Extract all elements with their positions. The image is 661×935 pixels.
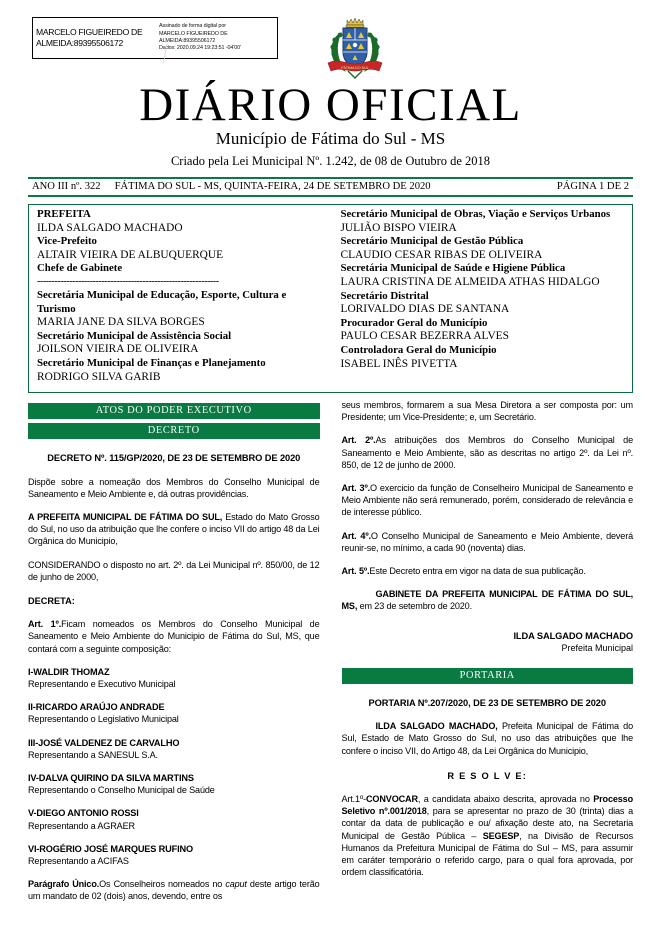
- content-column-left: [28, 399, 331, 903]
- portaria-art1-end: , na Divisão de Recursos Humanos da Prefeitura Municipal de Fátima do Sul – MS, para assumir em caráter temporário o referido cargo, para o qual fora aprovada, por ordem classificatória.: [341, 830, 633, 878]
- decreto-art3-text: O exercicio da função de Conselheiro Municipal de Saneamento e Meio Ambiente não será remunerado, porém, considerado de relevância e de interesse público.: [341, 483, 633, 518]
- portaria-preamble-bold: ILDA SALGADO MACHADO,: [375, 721, 498, 732]
- decreto-preamble-bold: A PREFEITA MUNICIPAL DE FÁTIMA DO SUL,: [28, 511, 223, 522]
- gabinete-bold: GABINETE DA PREFEITA MUNICIPAL DE FÁTIMA DO SUL, MS,: [341, 589, 633, 612]
- masthead-subtitle: Município de Fátima do Sul - MS: [215, 129, 446, 148]
- official-role: Secretária Municipal de Educação, Esporte, Cultura e Turismo: [37, 288, 287, 315]
- official-name: ISABEL INÊS PIVETTA: [340, 357, 458, 370]
- member-name: II-RICARDO ARAÚJO ANDRADE: [28, 702, 165, 713]
- member-name: I-WALDIR THOMAZ: [28, 666, 110, 677]
- decreto-preamble: [28, 511, 320, 548]
- signature-detail-line3: ALMEIDA:89395506172: [159, 38, 216, 44]
- official-name: LORIVALDO DIAS DE SANTANA: [340, 303, 510, 316]
- signature-name-line1: MARCELO FIGUEIREDO DE: [36, 26, 143, 37]
- masthead-law-reference: Criado pela Lei Municipal Nº. 1.242, de 08 de Outubro de 2018: [170, 154, 491, 168]
- section-header-portaria: PORTARIA: [342, 668, 634, 684]
- paragrafo-label: Parágrafo Único.: [28, 879, 100, 890]
- portaria-preamble: [342, 720, 634, 757]
- officials-column-right: [331, 208, 633, 389]
- decreto-paragrafo-continuation: seus membros, formarem a sua Mesa Diretora a ser composta por: um Presidente; um Vice-Presidente; e, um Secretário.: [341, 400, 633, 423]
- coat-of-arms-icon: [324, 14, 386, 82]
- official-role: Vice-Prefeito: [37, 235, 97, 248]
- section-header-decreto: DECRETO: [28, 423, 320, 439]
- official-name: ILDA SALGADO MACHADO: [37, 221, 183, 234]
- portaria-resolve-label: R E S O L V E:: [447, 770, 528, 781]
- official-name: JULIÃO BISPO VIEIRA: [340, 221, 457, 234]
- official-role: Secretário Municipal de Gestão Pública: [340, 235, 524, 248]
- official-name: CLAUDIO CESAR RIBAS DE OLIVEIRA: [340, 248, 543, 261]
- portaria-art1-mid1: , a candidata abaixo descrita, aprovada no: [417, 793, 594, 804]
- masthead: [28, 80, 633, 170]
- official-name: MARIA JANE DA SILVA BORGES: [37, 316, 205, 329]
- member-representation: Representando a AGRAER: [28, 820, 135, 831]
- section-header-atos: ATOS DO PODER EXECUTIVO: [28, 403, 320, 419]
- official-role: Controladora Geral do Município: [340, 343, 497, 356]
- paragrafo-text-2: deste artigo terão um mandato de 02 (dois) anos, devendo, entre os: [28, 879, 320, 902]
- signatory-role: Prefeita Municipal: [561, 642, 633, 653]
- paragrafo-text-1: Os Conselheiros nomeados no: [99, 879, 226, 890]
- official-role: Secretário Distrital: [340, 289, 429, 302]
- portaria-art1-lead: Art.1º-: [341, 793, 367, 804]
- decreto-signature-block: [342, 630, 634, 654]
- member-name: V-DIEGO ANTONIO ROSSI: [28, 808, 139, 819]
- decreto-art5-text: Este Decreto entra em vigor na data de sua publicação.: [369, 566, 586, 577]
- decreto-art1-label: Art. 1º.: [28, 619, 62, 630]
- official-name: LAURA CRISTINA DE ALMEIDA ATHAS HIDALGO: [340, 275, 600, 288]
- portaria-art1: [342, 793, 634, 878]
- decreto-title: DECRETO Nº. 115/GP/2020, DE 23 DE SETEMBRO DE 2020: [47, 453, 301, 463]
- official-name: RODRIGO SILVA GARIB: [37, 370, 161, 383]
- page-number: PÁGINA 1 DE 2: [556, 181, 629, 192]
- portaria-convocar-bold: CONVOCAR: [366, 793, 418, 804]
- signature-detail-line4: Dados: 2020.09.24 19:23:51 -04'00': [159, 45, 241, 52]
- signature-subject-name: [36, 27, 156, 50]
- member-name: IV-DALVA QUIRINO DA SILVA MARTINS: [28, 772, 194, 783]
- member-representation: Representando a ACIFAS: [28, 855, 129, 866]
- decreto-art1-text: Ficam nomeados os Membros do Conselho Municipal de Saneamento e Meio Ambiente do Municipio de Fátima do Sul, MS, que contará com a seguinte composição:: [28, 619, 320, 654]
- decreto-ementa: Dispõe sobre a nomeação dos Membros do Conselho Municipal de Saneamento e Meio Ambiente e, dá outras providências.: [28, 476, 320, 499]
- officials-column-left: [29, 208, 331, 389]
- decreto-paragrafo-unico: [28, 878, 320, 902]
- member-representation: Representando a SANESUL S.A.: [28, 749, 158, 760]
- page-title: DIÁRIO OFICIAL: [139, 79, 522, 131]
- official-role: Secretária Municipal de Saúde e Higiene Pública: [340, 262, 566, 275]
- decreto-art3: [342, 482, 634, 519]
- member-name: III-JOSÉ VALDENEZ DE CARVALHO: [28, 737, 180, 748]
- official-name: JOILSON VIEIRA DE OLIVEIRA: [37, 343, 199, 356]
- decreto-gabinete: [342, 588, 634, 612]
- portaria-art1-mid2: , para se apresentar no prazo de 30 (trinta) dias a contar da data de publicação e ou/ afixação deste ato, na Secretaria Municipal de Gestão Pública –: [341, 806, 634, 841]
- official-role: PREFEITA: [37, 208, 91, 220]
- digital-signature-box: [32, 17, 278, 70]
- issue-info-bar: [28, 177, 633, 197]
- officials-divider: --------------------------------------------------------------: [37, 275, 219, 287]
- official-role: Secretário Municipal de Assistência Social: [37, 329, 232, 342]
- official-role: Secretário Municipal de Obras, Viação e Serviços Urbanos: [340, 208, 611, 220]
- decreto-art4: [342, 530, 634, 554]
- decreto-art1: [28, 618, 320, 655]
- official-role: Procurador Geral do Município: [340, 316, 488, 329]
- portaria-title: PORTARIA Nº.207/2020, DE 23 DE SETEMBRO DE 2020: [368, 697, 606, 708]
- paragrafo-caput-italic: caput: [225, 879, 247, 890]
- header-strip: [28, 0, 633, 78]
- decreto-art3-label: Art. 3º.: [341, 483, 370, 494]
- official-role: Chefe de Gabinete: [37, 262, 123, 275]
- signature-detail-line1: Assinado de forma digital por: [159, 23, 226, 30]
- content-column-right: [331, 399, 634, 903]
- decreto-considerando: CONSIDERANDO o disposto no art. 2º. da Lei Municipal nº. 850/00, de 12 de junho de 2000,: [28, 559, 320, 582]
- official-name: PAULO CESAR BEZERRA ALVES: [340, 330, 509, 343]
- member-representation: Representando o Conselho Municipal de Saúde: [28, 785, 215, 796]
- decreto-art2: [342, 434, 634, 471]
- portaria-segesp-bold: SEGESP: [482, 830, 520, 841]
- decreto-preamble-rest: Estado do Mato Grosso do Sul, no uso da atribuição que lhe confere o inciso VII do artigo 48 da Lei Orgânica do Municipio,: [28, 511, 320, 547]
- member-representation: Representando o Legislativo Municipal: [28, 714, 179, 725]
- decreto-art4-text: O Conselho Municipal de Saneamento e Meio Ambiente, deverá reunir-se, no mínimo, a cada 90 (noventa) dias.: [341, 530, 633, 553]
- official-role: Secretário Municipal de Finanças e Planejamento: [37, 356, 266, 369]
- member-representation: Representando e Executivo Municipal: [28, 678, 176, 689]
- official-name: ALTAIR VIEIRA DE ALBUQUERQUE: [37, 248, 224, 261]
- svg-text:FÁTIMA DO SUL: FÁTIMA DO SUL: [341, 66, 369, 70]
- signature-slash-mark: /: [163, 37, 168, 70]
- decreto-art4-label: Art. 4º.: [341, 530, 371, 541]
- officials-directory: [28, 204, 633, 393]
- decreto-art5-label: Art. 5º.: [341, 566, 370, 577]
- issue-number: ANO III nº. 322: [32, 181, 101, 192]
- signature-details: [156, 23, 241, 53]
- content-columns: [28, 399, 633, 903]
- gabinete-rest: em 23 de setembro de 2020.: [357, 601, 472, 612]
- signature-name-line2: ALMEIDA:89395506172: [36, 38, 123, 48]
- decreto-decreta-label: DECRETA:: [28, 595, 75, 606]
- portaria-preamble-rest: Prefeita Municipal de Fátima do Sul, Estado de Mato Grosso do Sul, no uso das atribuições que lhe confere o inciso VII, do Artigo 48, da Lei Orgânica do Municipio,: [341, 721, 633, 756]
- decreto-art2-label: Art. 2º.: [341, 435, 376, 446]
- decreto-art5: [342, 565, 634, 577]
- issue-place-date: FÁTIMA DO SUL - MS, QUINTA-FEIRA, 24 DE SETEMBRO DE 2020: [114, 181, 431, 192]
- signatory-name: ILDA SALGADO MACHADO: [513, 630, 633, 641]
- member-name: VI-ROGÉRIO JOSÉ MARQUES RUFINO: [28, 843, 193, 854]
- decreto-art2-text: As atribuições dos Membros do Conselho Municipal de Saneamento e Meio Ambiente, são as descritas no artigo 2º. da Lei nº. 850, de 12 de junho de 2000.: [341, 435, 633, 470]
- portaria-processo-bold: Processo Seletivo nº.001/2018: [341, 793, 633, 817]
- signature-detail-line2: MARCELO FIGUEIREDO DE: [159, 30, 228, 37]
